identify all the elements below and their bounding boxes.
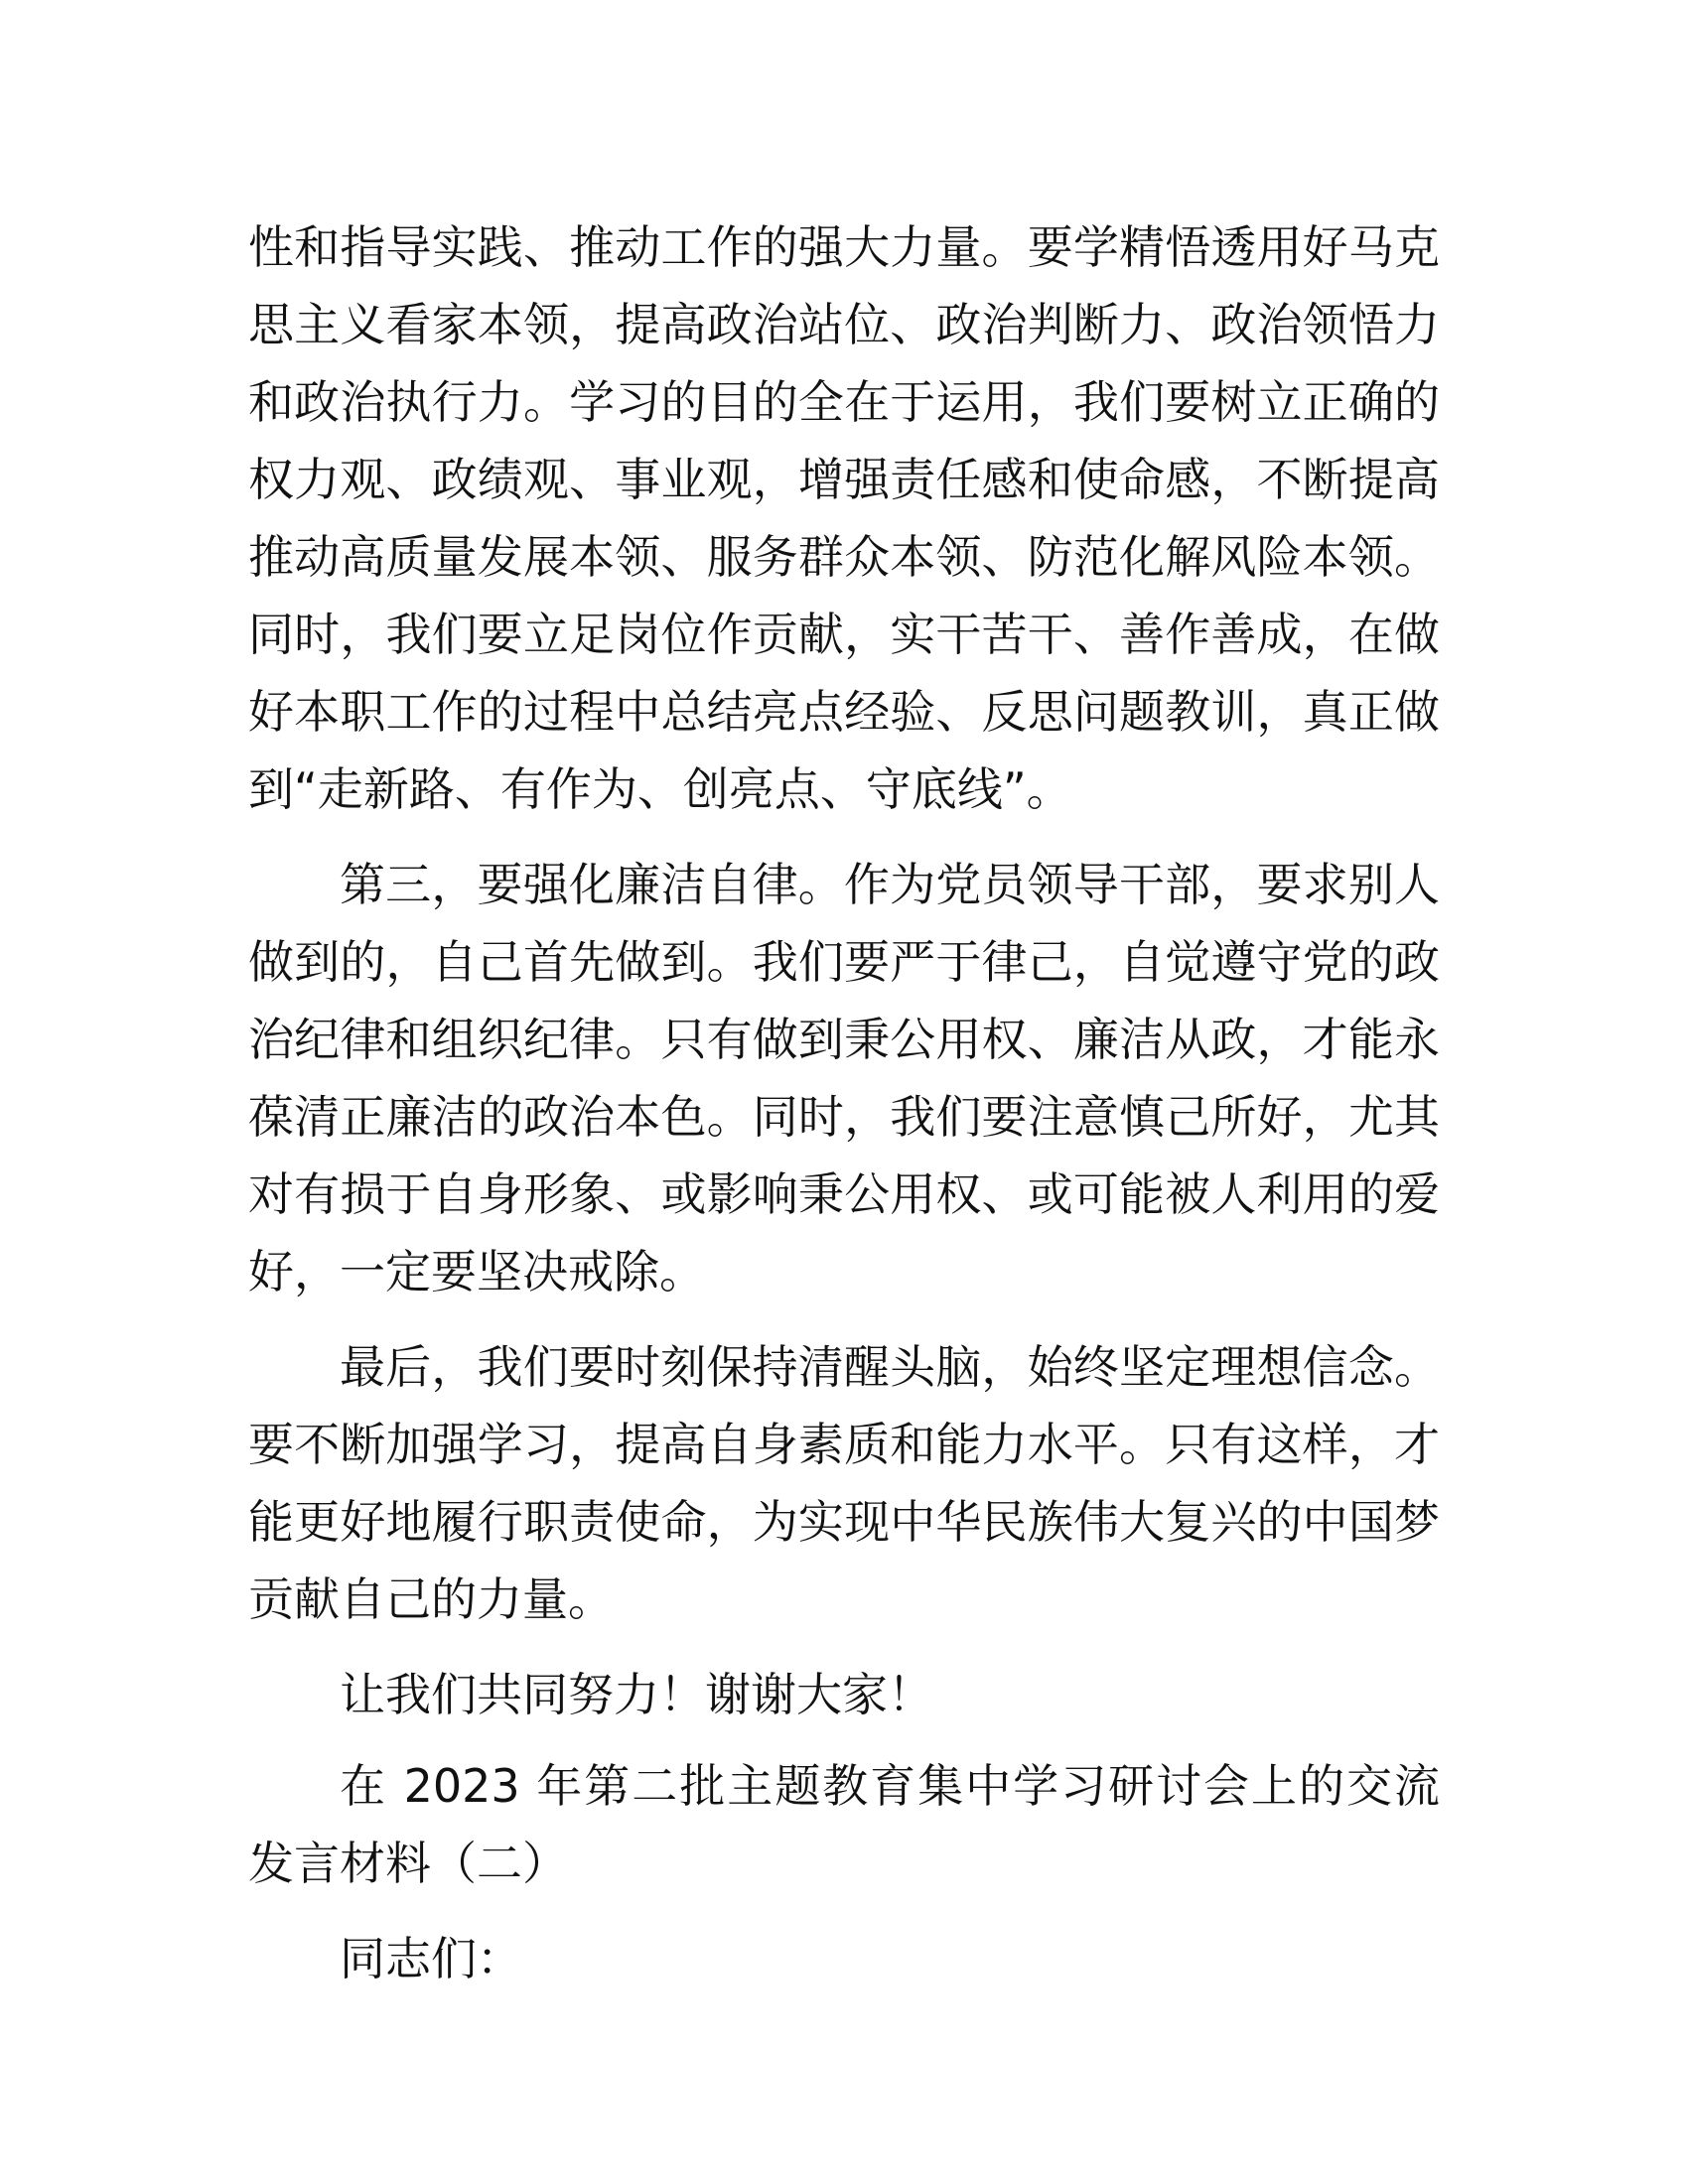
paragraph-continuation: 性和指导实践、推动工作的强大力量。要学精悟透用好马克思主义看家本领，提高政治站位、政治判断力、政治领悟力和政治执行力。学习的目的全在于运用，我们要树立正确的权力观、政绩观、事业观，增强责任感和使命感，不断提高推动高质量发展本领、服务群众本领、防范化解风险本领。同时，我们要立足岗位作贡献，实干苦干、善作善成，在做好本职工作的过程中总结亮点经验、反思问题教训，真正做到“走新路、有作为、创亮点、守底线”。 — [248, 220, 1440, 816]
paragraph-third-point: 第三，要强化廉洁自律。作为党员领导干部，要求别人做到的，自己首先做到。我们要严于律己，自觉遵守党的政治纪律和组织纪律。只有做到秉公用权、廉洁从政，才能永葆清正廉洁的政治本色。同时，我们要注意慎己所好，尤其对有损于自身形象、或影响秉公用权、或可能被人利用的爱好，一定要坚决戒除。 — [248, 858, 1440, 1298]
section-title: 在 2023 年第二批主题教育集中学习研讨会上的交流发言材料（二） — [248, 1759, 1440, 1890]
paragraph-final-point: 最后，我们要时刻保持清醒头脑，始终坚定理想信念。要不断加强学习，提高自身素质和能力水平。只有这样，才能更好地履行职责使命，为实现中华民族伟大复兴的中国梦贡献自己的力量。 — [248, 1340, 1440, 1626]
document-body — [248, 208, 1440, 2015]
paragraph-closing: 让我们共同努力！谢谢大家！ — [340, 1668, 933, 1721]
salutation: 同志们： — [340, 1932, 522, 1985]
